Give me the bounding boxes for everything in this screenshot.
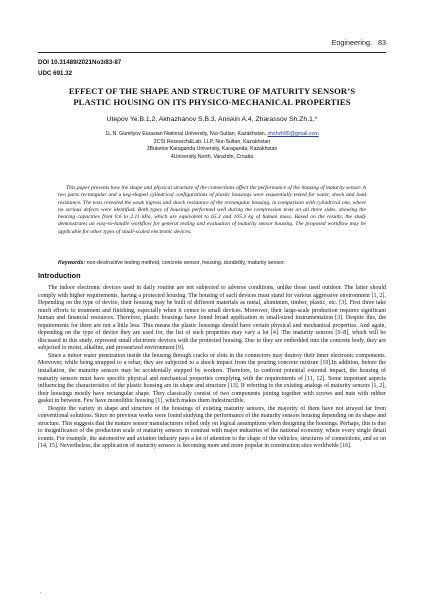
affiliation-1 [38, 131, 386, 139]
affiliation-1-text: 1L.N. Gumilyov Eurasian National University, Nur-Sultan, Kazakhstan, [105, 131, 268, 137]
paragraph-2: Since a minor water penetration inside the housing through cracks or slots in the connectors may destroy their inner electronic components. Moreover, while being strapped to a rebar, they are subjected to a shock impact from the pouring concrete mixture [10].In addition, before the installation, the maturity sensors may be accidentally stepped by workers. Therefore, to confront potential external impact, the housing of maturity sensors must have specific physical and mechanical properties complying with the requirements of [11, 12]. Some important aspects influencing the characteristics of the plastic housing are its shape and structure [13]. If referring to the existing analogs of maturity sensors [1, 2], their housings mostly have rectangular shape. They classically consist of two components joining together with screws and nuts with rubber gasket in between. Few have monolithic housing [1], which makes them indestructible. [38, 352, 386, 405]
paragraph-1: The indoor electronic devices used in daily routine are not subjected to adverse conditions, unlike those used outdoor. The latter should comply with higher requirements, having a protected housing. The housing of such devices must stand for various aggressive environment [1, 2]. Depending on the type of device, their housing may be built of different materials as metal, aluminum, timber, plastic, etc. [3]. First three take much efforts to treatment and finishing, especially when it comes to small devices. Moreover, their large-scale production requires significant human and financial resources. Therefore, plastic housings have found broad application in small-sized instrumentation [3]. Despite this, the requirements for them are not a little less. This means the plastic housings should have certain physical and mechanical properties. And again, depending on the type of device they are used for, the list of such properties may vary a lot [4]. The maturity sensors [5–8], which will be discussed in this study, represent small electronic devices with the protected housing. Due to they are embedded into the concrete body, they are subjected to moist, alkaline, and pressurized environment [9]. [38, 285, 386, 352]
title-line-1: EFFECT OF THE SHAPE AND STRUCTURE OF MATURITY SENSOR’S [68, 86, 356, 96]
keywords-text: non-destructive testing method, concrete sensor, housing, durability, maturity sensor. [86, 260, 285, 266]
section-title-introduction: Introduction [38, 271, 81, 280]
abstract: This paper presents how the shape and physical structure of the connections affect the performance of the housing of maturity sensor. A two parts rectangular and a keg-shaped cylindrical configurations of plastic housings were sequentially tested for water, shock and load resistance. The tests revealed the weak ingress and shock resistance of the rectangular housing, in comparison with cylindrical one, where no serious defects were identified. Both types of housings performed well during the compression tests on all three sides, showing the bearing capacities from 0.6 to 2.11 kPa, which are equivalent to 65.3 and 165.3 kg of human mass. Based on the results, the study demonstrates an easy-to-handle workflow for general testing and evaluation of maturity sensor housing. The proposed workflow may be applicable for other types of small-scaled electronic devices. [58, 185, 366, 235]
journal-name: Engineering. [331, 38, 372, 47]
author-email-link[interactable]: zhshzh95@gmail.com [267, 131, 319, 137]
udc: UDC 691.32 [38, 70, 73, 77]
affiliations [38, 131, 386, 162]
footer-mark: . [40, 589, 42, 595]
keywords-label: Keywords: [58, 260, 86, 266]
paper-title [40, 86, 384, 108]
doi: DOI 10.31489/2021No3/83-87 [38, 59, 122, 66]
affiliation-3: 3Buketov Karaganda University, Karaganda, Kazakhstan [146, 146, 278, 153]
header-rule [38, 52, 386, 53]
page-number: 83 [378, 38, 386, 47]
paragraph-3: Despite the variety in shape and structure of the housings of existing maturity sensors, the majority of them have not strayed far from conventional solutions. Since no previous works were found studying the performance of the maturity sensors housing depending on its shape and structure. This suggests that the mature sensor manufacturers relied only on logical assumptions when designing the housings. Perhaps, this is due to insignificance of the production scale of maturity sensors in contrast with major industries of the national economy, where every single detail counts. For example, the automotive and aviation industry pays a lot of attention to the shape of the vehicles, structures of connections, and so on [14, 15]. Nevertheless, the application of maturity sensors is becoming more and more popular in construction sites worldwide [16]. [38, 405, 386, 450]
keywords [58, 260, 366, 266]
introduction-body [38, 285, 386, 451]
affiliation-2: 2CSI Research&Lab, LLP, Nur-Sultan, Kazakhstan [153, 138, 271, 145]
running-head [326, 38, 386, 47]
authors: Utepov Ye.B.1,2, Akhazhanov S.B.3, Aniskin A.4, Zharassov Sh.Zh.1,* [106, 116, 318, 123]
affiliation-4: 4University North, Varaždin, Croatia [170, 154, 254, 161]
title-line-2: PLASTIC HOUSING ON ITS PHYSICO-MECHANICAL PROPERTIES [73, 97, 351, 107]
